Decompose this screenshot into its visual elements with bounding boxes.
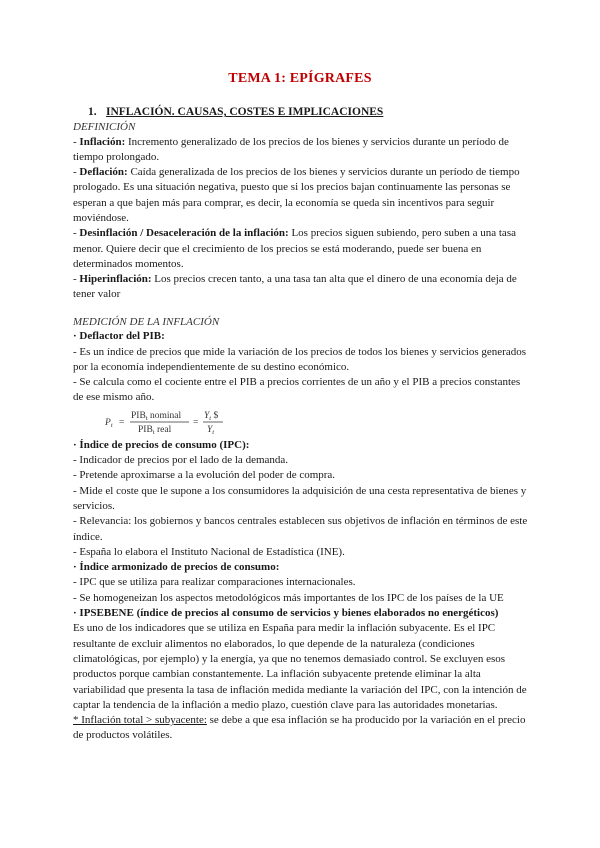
- page-title: TEMA 1: EPÍGRAFES: [228, 71, 372, 86]
- section-number: 1.: [88, 106, 97, 118]
- ipc-line: - Pretende aproximarse a la evolución del poder de compra.: [73, 469, 336, 482]
- ipsebene-heading: · IPSEBENE (índice de precios al consumo de servicios y bienes elaborados no energéticos): [73, 607, 499, 620]
- ipsebene-text: Es uno de los indicadores que se utiliza en España para medir la inflación subyacente. Es el IPC resultante de excluir alimentos no elaborados, lo que depende de la naturaleza (condiciones climatológicas, por ejemplo) y la energía, ya que no tenemos demasiado control. Se excluyen esos productos porque cambian constantemente. La inflación subyacente pretende eliminar la alta variabilidad que presenta la tasa de inflación medida mediante la variación del IPC, con la intención de captar la tendencia de la inflación a medio plazo, cuestión clave para las autoridades monetarias.: [73, 622, 527, 711]
- definition-desinflacion: - Desinflación / Desaceleración de la inflación: Los precios siguen subiendo, pero suben a una tasa menor. Quiere decir que el crecimiento de los precios se está moderando, puede ser buena en determinados momentos.: [73, 227, 516, 270]
- note-text: se debe a que esa inflación se ha producido por la variación en el precio de productos volátiles.: [73, 714, 526, 742]
- svg-text:=: =: [193, 417, 199, 428]
- svg-text:=: =: [119, 417, 125, 428]
- deflactor-formula: [73, 406, 531, 438]
- ipca-heading: · Índice armonizado de precios de consumo:: [73, 561, 280, 574]
- svg-text:Yt $: $Y_t$ $: [204, 410, 219, 422]
- svg-text:PIBt real: $PIB_t$ real: [138, 424, 172, 436]
- ipc-line: - Relevancia: los gobiernos y bancos centrales establecen sus objetivos de inflación en términos de este índice.: [73, 515, 528, 543]
- ipc-line: - Indicador de precios por el lado de la demanda.: [73, 454, 289, 467]
- ipc-heading: · Índice de precios de consumo (IPC):: [73, 438, 250, 451]
- definition-inflacion: - Inflación: Incremento generalizado de los precios de los bienes y servicios durante un período de tiempo prolongado.: [73, 135, 509, 163]
- svg-text:PIBt nominal: $PIB_t$ nominal: [131, 410, 182, 422]
- definition-hiperinflacion: - Hiperinflación: Los precios crecen tanto, a una tasa tan alta que el dinero de una economía deja de tener valor: [73, 273, 517, 301]
- ipc-line: - España lo elabora el Instituto Nacional de Estadística (INE).: [73, 545, 345, 558]
- deflactor-heading: · Deflactor del PIB:: [73, 330, 165, 343]
- section-heading: [88, 105, 531, 120]
- document-body: [73, 105, 531, 744]
- formula-graphic: [105, 407, 265, 437]
- ipca-line: - Se homogeneizan los aspectos metodológicos más importantes de los IPC de los países de la UE: [73, 591, 504, 604]
- deflactor-line: - Se calcula como el cociente entre el PIB a precios corrientes de un año y el PIB a precios constantes de ese mismo año.: [73, 376, 521, 404]
- note-label: * Inflación total > subyacente:: [73, 714, 207, 727]
- section-heading-text: INFLACIÓN. CAUSAS, COSTES E IMPLICACIONES: [106, 106, 384, 118]
- ipc-line: - Mide el coste que le supone a los consumidores la adquisición de una cesta representativa de bienes y servicios.: [73, 484, 527, 512]
- ipca-line: - IPC que se utiliza para realizar comparaciones internacionales.: [73, 576, 356, 589]
- medicion-subtitle: MEDICIÓN DE LA INFLACIÓN: [73, 315, 220, 328]
- definicion-subtitle: DEFINICIÓN: [73, 121, 136, 133]
- svg-text:Pt: $P_t$: [105, 417, 113, 429]
- definition-deflacion: - Deflación: Caída generalizada de los precios de los bienes y servicios durante un período de tiempo prologado. Es una situación negativa, puesto que si los precios bajan continuamente las personas se esperan a que bajen más para comprar, es decir, la economía se queda sin incentivos para seguir moviéndose.: [73, 166, 520, 224]
- svg-text:Yt: $Y_t$: [207, 424, 215, 436]
- deflactor-line: - Es un índice de precios que mide la variación de los precios de todos los bienes y servicios generados por la economía independientemente de su destino económico.: [73, 345, 527, 373]
- ipsebene-note: [73, 713, 531, 744]
